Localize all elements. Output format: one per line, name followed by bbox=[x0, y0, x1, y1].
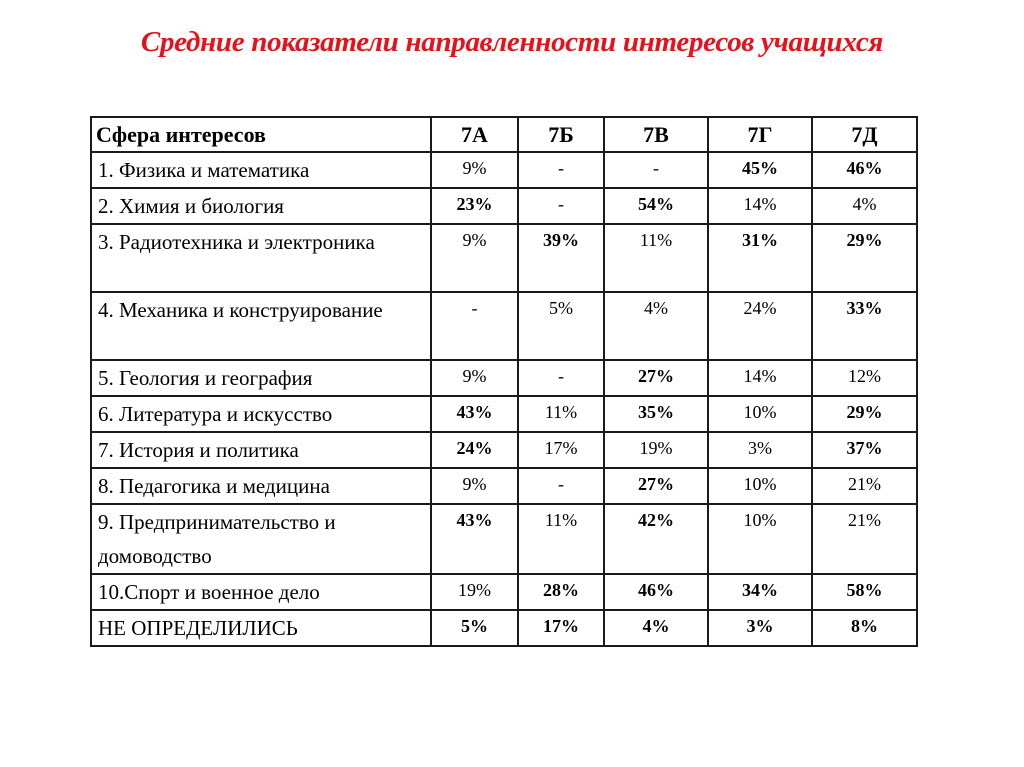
row-label: НЕ ОПРЕДЕЛИЛИСЬ bbox=[91, 610, 431, 646]
value-cell: 37% bbox=[812, 432, 917, 468]
value-cell: 42% bbox=[604, 504, 708, 574]
table-row bbox=[91, 504, 917, 574]
value-cell: 5% bbox=[518, 292, 604, 360]
value-cell: - bbox=[518, 468, 604, 504]
value-cell: 9% bbox=[431, 468, 518, 504]
row-label: 3. Радиотехника и электроника bbox=[91, 224, 431, 292]
value-cell: 27% bbox=[604, 468, 708, 504]
value-cell: 3% bbox=[708, 432, 812, 468]
value-cell: 19% bbox=[604, 432, 708, 468]
header-7d: 7Д bbox=[812, 117, 917, 152]
interests-table bbox=[90, 116, 918, 647]
table-row bbox=[91, 610, 917, 646]
row-label: 4. Механика и конструирование bbox=[91, 292, 431, 360]
value-cell: 17% bbox=[518, 610, 604, 646]
value-cell: 10% bbox=[708, 396, 812, 432]
table-row bbox=[91, 292, 917, 360]
header-7g: 7Г bbox=[708, 117, 812, 152]
value-cell: 29% bbox=[812, 224, 917, 292]
value-cell: 27% bbox=[604, 360, 708, 396]
header-7a: 7А bbox=[431, 117, 518, 152]
value-cell: 12% bbox=[812, 360, 917, 396]
value-cell: 5% bbox=[431, 610, 518, 646]
value-cell: 35% bbox=[604, 396, 708, 432]
row-label: 2. Химия и биология bbox=[91, 188, 431, 224]
value-cell: 34% bbox=[708, 574, 812, 610]
value-cell: - bbox=[604, 152, 708, 188]
header-sphere: Сфера интересов bbox=[91, 117, 431, 152]
value-cell: 10% bbox=[708, 504, 812, 574]
row-label: 9. Предпринимательство и домоводство bbox=[91, 504, 431, 574]
header-7v: 7В bbox=[604, 117, 708, 152]
value-cell: 43% bbox=[431, 504, 518, 574]
value-cell: 23% bbox=[431, 188, 518, 224]
value-cell: 11% bbox=[604, 224, 708, 292]
value-cell: - bbox=[518, 188, 604, 224]
value-cell: 9% bbox=[431, 224, 518, 292]
row-label: 6. Литература и искусство bbox=[91, 396, 431, 432]
row-label: 1. Физика и математика bbox=[91, 152, 431, 188]
value-cell: 3% bbox=[708, 610, 812, 646]
value-cell: - bbox=[431, 292, 518, 360]
header-7b: 7Б bbox=[518, 117, 604, 152]
value-cell: 46% bbox=[604, 574, 708, 610]
value-cell: 46% bbox=[812, 152, 917, 188]
value-cell: 11% bbox=[518, 504, 604, 574]
page-title: Средние показатели направленности интересов учащихся bbox=[140, 26, 884, 58]
value-cell: 21% bbox=[812, 468, 917, 504]
row-label: 8. Педагогика и медицина bbox=[91, 468, 431, 504]
value-cell: 9% bbox=[431, 360, 518, 396]
value-cell: 24% bbox=[708, 292, 812, 360]
table-row bbox=[91, 468, 917, 504]
value-cell: 14% bbox=[708, 360, 812, 396]
value-cell: - bbox=[518, 152, 604, 188]
value-cell: 43% bbox=[431, 396, 518, 432]
value-cell: 4% bbox=[604, 610, 708, 646]
value-cell: 21% bbox=[812, 504, 917, 574]
row-label: 10.Спорт и военное дело bbox=[91, 574, 431, 610]
value-cell: 11% bbox=[518, 396, 604, 432]
value-cell: 8% bbox=[812, 610, 917, 646]
value-cell: 4% bbox=[604, 292, 708, 360]
value-cell: 19% bbox=[431, 574, 518, 610]
value-cell: 45% bbox=[708, 152, 812, 188]
table-row bbox=[91, 574, 917, 610]
value-cell: 10% bbox=[708, 468, 812, 504]
value-cell: 31% bbox=[708, 224, 812, 292]
table-row bbox=[91, 396, 917, 432]
header-row bbox=[91, 117, 917, 152]
value-cell: 58% bbox=[812, 574, 917, 610]
table-row bbox=[91, 152, 917, 188]
value-cell: 17% bbox=[518, 432, 604, 468]
row-label: 5. Геология и география bbox=[91, 360, 431, 396]
value-cell: 9% bbox=[431, 152, 518, 188]
value-cell: 24% bbox=[431, 432, 518, 468]
value-cell: 39% bbox=[518, 224, 604, 292]
row-label: 7. История и политика bbox=[91, 432, 431, 468]
value-cell: - bbox=[518, 360, 604, 396]
value-cell: 4% bbox=[812, 188, 917, 224]
table-row bbox=[91, 360, 917, 396]
table-row bbox=[91, 432, 917, 468]
table-row bbox=[91, 224, 917, 292]
value-cell: 29% bbox=[812, 396, 917, 432]
value-cell: 54% bbox=[604, 188, 708, 224]
value-cell: 14% bbox=[708, 188, 812, 224]
table-row bbox=[91, 188, 917, 224]
value-cell: 28% bbox=[518, 574, 604, 610]
value-cell: 33% bbox=[812, 292, 917, 360]
